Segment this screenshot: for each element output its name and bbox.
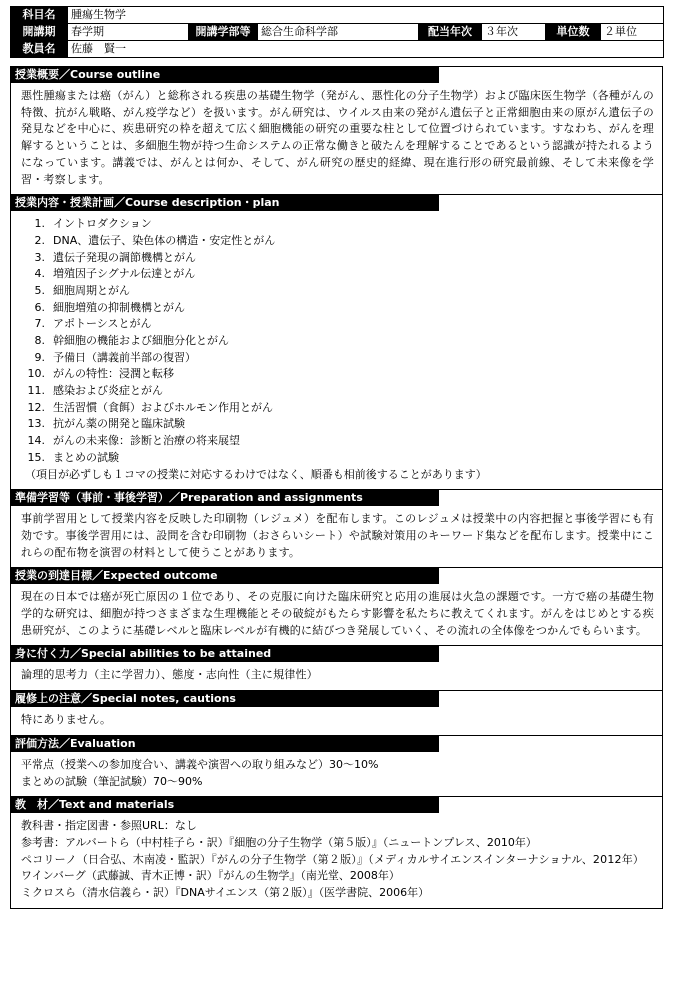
item-number: 15.	[27, 450, 45, 464]
outcome-text: 現在の日本では癌が死亡原因の１位であり、その克服に向けた臨床研究と応用の進展は火急の課題です。一方で癌の基礎生物学的な研究は、細胞が持つさまざまな生理機能とその破綻がもたらす影響を私たちに教えてくれます。がんをはじめとする疾患研究が、このように基礎レベルと臨床レベルが有機的に結びつき発展していく、その流れの全体像をつかんでもらいます。	[21, 590, 654, 637]
section-preparation	[10, 490, 663, 568]
item-number: 5.	[34, 283, 45, 297]
list-item	[21, 316, 654, 333]
section-title: 授業概要／Course outline	[11, 67, 439, 83]
instructor-label: 教員名	[11, 41, 68, 58]
materials-line: 教科書・指定図書・参照URL：なし	[21, 819, 197, 833]
list-item	[21, 433, 654, 450]
section-course-outline	[10, 66, 663, 195]
item-number: 9.	[34, 350, 45, 364]
item-number: 10.	[27, 367, 45, 381]
item-text: イントロダクション	[53, 217, 152, 231]
section-evaluation	[10, 736, 663, 797]
item-number: 6.	[34, 300, 45, 314]
evaluation-line: まとめの試験（筆記試験）70〜90%	[21, 774, 203, 788]
list-item	[21, 283, 654, 300]
list-item	[21, 366, 654, 383]
section-title: 準備学習等（事前・事後学習）／Preparation and assignments	[11, 490, 439, 506]
syllabus-page	[10, 6, 663, 909]
instructor-value: 佐藤 賢一	[68, 41, 664, 58]
item-text: 細胞増殖の抑制機構とがん	[53, 300, 185, 314]
section-title: 身に付く力／Special abilities to be attained	[11, 646, 439, 662]
item-text: がんの特性：浸潤と転移	[53, 367, 174, 381]
section-notes	[10, 691, 663, 736]
item-text: 細胞周期とがん	[53, 283, 130, 297]
item-text: 感染および炎症とがん	[53, 384, 163, 398]
section-course-plan	[10, 195, 663, 490]
materials-line: 参考書：アルバートら（中村桂子ら・訳）『細胞の分子生物学（第５版）』（ニュートンプレス、2010年）	[21, 835, 537, 849]
item-text: 遺伝子発現の調節機構とがん	[53, 250, 196, 264]
evaluation-line: 平常点（授業への参加度合い、講義や演習への取り組みなど）30〜10%	[21, 757, 379, 771]
plan-list	[21, 216, 654, 466]
item-text: DNA、遺伝子、染色体の構造・安定性とがん	[53, 233, 276, 247]
item-number: 13.	[27, 417, 45, 431]
list-item	[21, 233, 654, 250]
year-label: 配当年次	[419, 24, 482, 41]
item-number: 4.	[34, 267, 45, 281]
list-item	[21, 400, 654, 417]
course-info-table	[10, 6, 664, 58]
list-item	[21, 266, 654, 283]
section-title: 授業内容・授業計画／Course description・plan	[11, 195, 439, 211]
year-value: ３年次	[482, 24, 546, 41]
credits-value: ２単位	[601, 24, 664, 41]
item-text: 幹細胞の機能および細胞分化とがん	[53, 334, 229, 348]
materials-line: ワインバーグ（武藤誠、青木正博・訳）『がんの生物学』（南光堂、2008年）	[21, 869, 400, 883]
department-value: 総合生命科学部	[258, 24, 419, 41]
credits-label: 単位数	[546, 24, 601, 41]
list-item	[21, 416, 654, 433]
item-number: 14.	[27, 434, 45, 448]
list-item	[21, 300, 654, 317]
list-item	[21, 250, 654, 267]
item-number: 8.	[34, 334, 45, 348]
list-item	[21, 383, 654, 400]
course-name-label: 科目名	[11, 7, 68, 24]
term-value: 春学期	[68, 24, 189, 41]
outline-text: 悪性腫瘍または癌（がん）と総称される疾患の基礎生物学（発がん、悪性化の分子生物学）および臨床医生物学（各種がんの特徴、抗がん戦略、がん疫学など）を扱います。がん研究は、ウイルス由来の発がん遺伝子と正常細胞由来の原がん遺伝子の発見などを中心に、疾患研究の枠を超えて広く細胞機能の研究の重要な柱として位置づけられています。すなわち、がんを理解するということは、多細胞生物が持つ生命システムの正常な働きと破たんを理解することであるという認識が持たれるようになっています。講義では、がんとは何か、そして、がん研究の歴史的経緯、現在進行形の研究最前線、そして未来像を学習・考察します。	[21, 89, 654, 186]
item-number: 3.	[34, 250, 45, 264]
item-number: 2.	[34, 233, 45, 247]
preparation-text: 事前学習用として授業内容を反映した印刷物（レジュメ）を配布します。このレジュメは授業中の内容把握と事後学習にも有効です。事後学習用には、設問を含む印刷物（おさらいシート）や試験対策用のキーワード集などを配布します。授業中にこれらの配布物を演習の材料として使うことがあります。	[21, 512, 654, 559]
item-text: 予備日（講義前半部の復習）	[53, 350, 196, 364]
item-text: まとめの試験	[53, 450, 119, 464]
item-text: 生活習慣（食餌）およびホルモン作用とがん	[53, 400, 273, 414]
section-title: 授業の到達目標／Expected outcome	[11, 568, 439, 584]
abilities-text: 論理的思考力（主に学習力）、態度・志向性（主に規律性）	[21, 668, 318, 682]
list-item	[21, 350, 654, 367]
plan-note: （項目が必ずしも１コマの授業に対応するわけではなく、順番も相前後することがあります）	[25, 467, 487, 481]
list-item	[21, 333, 654, 350]
item-number: 12.	[27, 400, 45, 414]
section-expected-outcome	[10, 568, 663, 646]
materials-line: ミクロスら（清水信義ら・訳）『DNAサイエンス（第２版）』（医学書院、2006年）	[21, 886, 430, 900]
item-text: アポトーシスとがん	[53, 317, 152, 331]
item-text: がんの未来像：診断と治療の将来展望	[53, 434, 240, 448]
section-abilities	[10, 646, 663, 691]
notes-text: 特にありません。	[21, 713, 112, 727]
item-text: 増殖因子シグナル伝達とがん	[53, 267, 196, 281]
term-label: 開講期	[11, 24, 68, 41]
section-title: 教 材／Text and materials	[11, 797, 439, 813]
section-title: 履修上の注意／Special notes, cautions	[11, 691, 439, 707]
item-number: 1.	[34, 217, 45, 231]
department-label: 開講学部等	[189, 24, 258, 41]
item-number: 7.	[34, 317, 45, 331]
materials-line: ペコリーノ（日合弘、木南凌・監訳）『がんの分子生物学（第２版）』（メディカルサイエンスインターナショナル、2012年）	[21, 852, 645, 866]
item-text: 抗がん薬の開発と臨床試験	[53, 417, 185, 431]
item-number: 11.	[27, 384, 45, 398]
list-item	[21, 450, 654, 467]
course-name-value: 腫瘍生物学	[68, 7, 664, 24]
section-materials	[10, 797, 663, 909]
list-item	[21, 216, 654, 233]
section-title: 評価方法／Evaluation	[11, 736, 439, 752]
